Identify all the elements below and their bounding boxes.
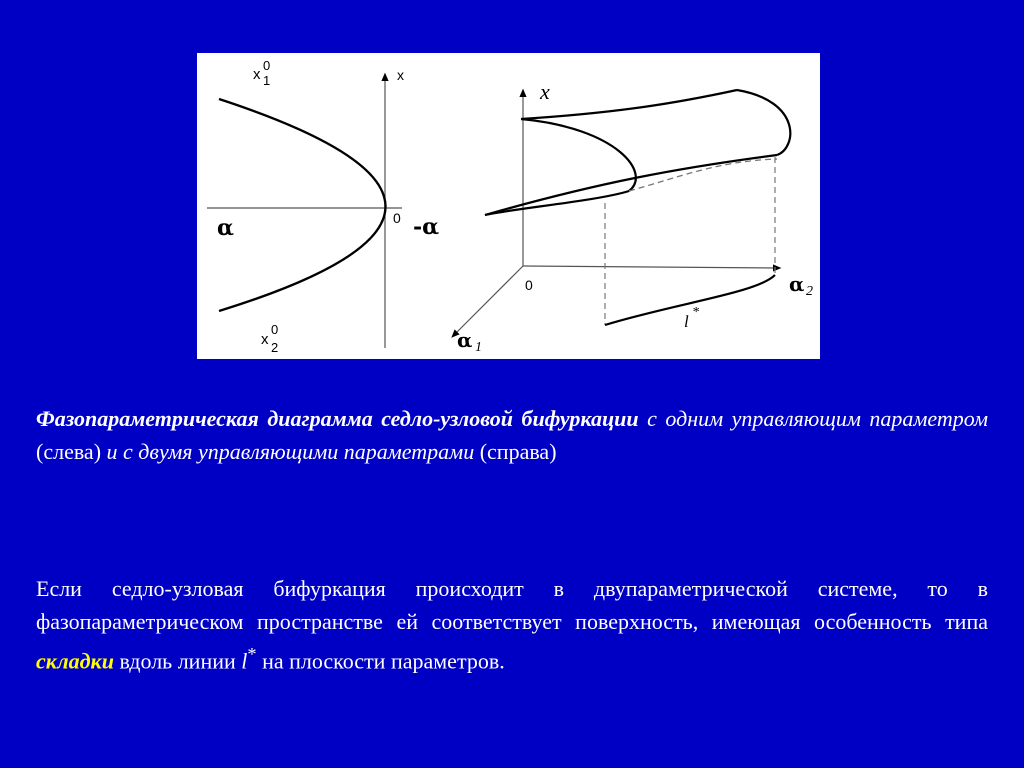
- left-x2-sup: 0: [271, 322, 279, 337]
- left-x1-sup: 0: [263, 58, 271, 73]
- l-superscript: *: [247, 644, 257, 664]
- right-alpha2-sub: 2: [806, 284, 813, 299]
- left-zero-label: 0: [393, 210, 401, 226]
- left-diagram: [207, 58, 439, 355]
- caption-left-note: (слева): [36, 439, 102, 464]
- left-x1-label: x: [253, 66, 261, 83]
- right-l-label: l: [684, 312, 689, 331]
- diagrams-svg: [197, 53, 820, 359]
- body-text-2: вдоль линии: [113, 648, 242, 674]
- right-diagram: [453, 79, 813, 355]
- right-x-label: x: [540, 79, 550, 104]
- left-parabola: [219, 99, 386, 311]
- body-text-3: на плоскости параметров.: [256, 648, 505, 674]
- right-alpha2-axis: [523, 266, 779, 268]
- right-l-sup: *: [692, 305, 699, 320]
- left-x-axis-label: x: [397, 67, 404, 83]
- l-symbol: l: [241, 648, 248, 674]
- left-alpha-label: α: [217, 215, 234, 241]
- right-alpha1-sub: 1: [475, 340, 482, 355]
- caption-text-1: с одним управляющим параметром: [638, 406, 988, 431]
- right-alpha2-label: α: [789, 272, 805, 296]
- caption-title: Фазопараметрическая диаграмма седло-узловой бифуркации: [36, 406, 639, 431]
- caption-text-2: и с двумя управляющими параметрами: [101, 439, 480, 464]
- right-zero-label: 0: [525, 277, 533, 293]
- fold-surface-back-curve: [521, 119, 636, 191]
- fold-surface-right-curve: [737, 90, 790, 155]
- left-neg-alpha-label: -α: [413, 214, 440, 240]
- left-x1-sub: 1: [263, 73, 271, 88]
- l-star-curve: [605, 275, 775, 325]
- figure-caption: [36, 402, 988, 468]
- left-x2-label: x: [261, 331, 269, 348]
- body-text-1: Если седло-узловая бифуркация происходит в двупараметрической системе, то в фазопараметрическом пространстве ей соответствует поверхность, имеющая особенность типа: [36, 576, 988, 634]
- caption-right-note: (справа): [479, 439, 557, 464]
- right-alpha1-axis: [453, 266, 523, 336]
- body-paragraph: [36, 572, 988, 677]
- fold-surface-top-edge: [521, 90, 737, 119]
- fold-term: складки: [36, 648, 114, 674]
- right-alpha1-label: α: [457, 328, 473, 352]
- bifurcation-figure: [197, 53, 820, 359]
- left-x2-sub: 2: [271, 340, 279, 355]
